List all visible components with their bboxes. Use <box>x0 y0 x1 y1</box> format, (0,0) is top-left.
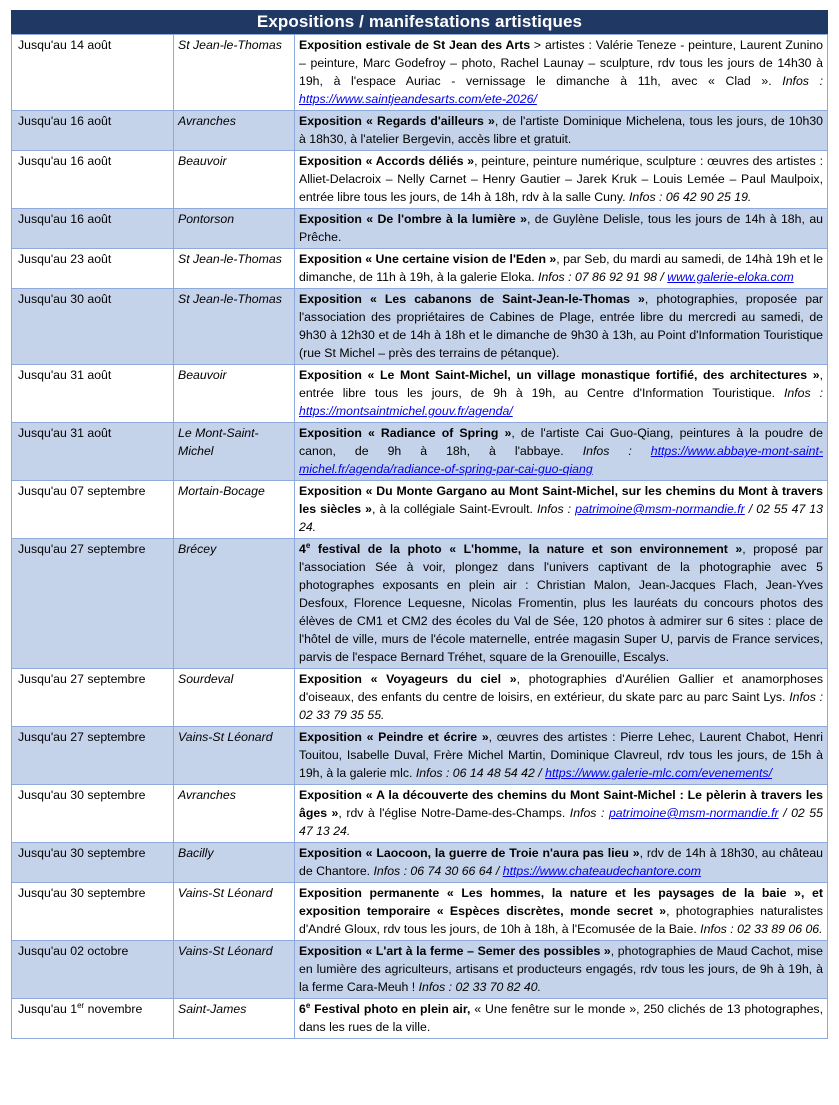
event-lead: Exposition « Regards d'ailleurs » <box>299 114 495 128</box>
event-link[interactable]: https://www.galerie-mlc.com/evenements/ <box>545 766 773 780</box>
event-text: , de l'artiste Dominique Michelena, tous les jours, de 10h30 à 18h30, à l'atelier Bergevin, accès libre et gratuit. <box>299 114 824 146</box>
event-info: Infos : <box>537 502 576 516</box>
event-text: , photographies de Maud Cachot, mise en lumière des agriculteurs, artisans et producteurs engagés, rdv tous les jours, de 9h à 19h, à la ferme Cara-Meuh ! <box>299 944 823 994</box>
event-place: Beauvoir <box>174 151 295 209</box>
event-date: Jusqu'au 30 août <box>12 289 174 365</box>
event-description <box>295 941 828 999</box>
event-place: St Jean-le-Thomas <box>174 35 295 111</box>
event-description <box>295 539 828 669</box>
table-row <box>12 151 828 209</box>
event-link[interactable]: www.galerie-eloka.com <box>667 270 794 284</box>
event-date: Jusqu'au 30 septembre <box>12 843 174 883</box>
events-table <box>11 34 828 1039</box>
table-row <box>12 539 828 669</box>
event-info: Infos : 07 86 92 91 98 / <box>538 270 668 284</box>
event-date: Jusqu'au 16 août <box>12 151 174 209</box>
table-row <box>12 423 828 481</box>
event-lead: Exposition « A la découverte des chemins du Mont Saint-Michel : Le pèlerin à travers les âges » <box>299 788 823 820</box>
event-info: Infos : 06 74 30 66 64 / <box>373 864 503 878</box>
event-lead: Exposition « Du Monte Gargano au Mont Saint-Michel, sur les chemins du Mont à travers les siècles » <box>299 484 823 516</box>
table-row <box>12 785 828 843</box>
event-place: Vains-St Léonard <box>174 941 295 999</box>
event-description <box>295 151 828 209</box>
event-lead: Exposition « Laocoon, la guerre de Troie n'aura pas lieu » <box>299 846 640 860</box>
event-lead: Exposition « Accords déliés » <box>299 154 475 168</box>
event-lead: Exposition « Le Mont Saint-Michel, un village monastique fortifié, des architectures » <box>299 368 820 382</box>
event-link[interactable]: patrimoine@msm-normandie.fr <box>575 502 745 516</box>
event-link[interactable]: https://www.chateaudechantore.com <box>502 864 701 878</box>
event-text: , entrée libre tous les jours, de 9h à 19h, au Centre d'Information Touristique. <box>299 368 823 400</box>
table-row <box>12 35 828 111</box>
event-lead: Exposition « Une certaine vision de l'Eden » <box>299 252 557 266</box>
event-info: Infos : 06 42 90 25 19. <box>628 190 752 204</box>
event-place: St Jean-le-Thomas <box>174 289 295 365</box>
event-info: Infos : 02 33 79 35 55. <box>299 690 823 722</box>
event-text: , de Guylène Delisle, tous les jours de 14h à 18h, au Prêche. <box>299 212 823 244</box>
event-description <box>295 843 828 883</box>
table-row <box>12 249 828 289</box>
event-info: Infos : <box>569 806 609 820</box>
event-description <box>295 999 828 1039</box>
event-text: , photographies d'Aurélien Gallier et anamorphoses d'oiseaux, des enfants du centre de loisirs, en extérieur, du skate parc au parc Saint Lys. <box>299 672 823 704</box>
event-info: Infos : 02 33 89 06 06. <box>700 922 823 936</box>
event-description <box>295 669 828 727</box>
event-info-tail: / 02 55 47 13 24. <box>299 502 823 534</box>
event-lead: Exposition « Les cabanons de Saint-Jean-le-Thomas » <box>299 292 645 306</box>
event-info: Infos : <box>782 74 823 88</box>
event-lead: Exposition permanente « Les hommes, la nature et les paysages de la baie », et exposition temporaire « Espèces discrètes, monde secret » <box>299 886 823 918</box>
event-date: Jusqu'au 16 août <box>12 209 174 249</box>
event-date: Jusqu'au 1er novembre <box>12 999 174 1039</box>
event-link[interactable]: https://www.abbaye-mont-saint-michel.fr/agenda/radiance-of-spring-par-cai-guo-qiang <box>299 444 823 476</box>
event-description <box>295 111 828 151</box>
event-date: Jusqu'au 14 août <box>12 35 174 111</box>
event-description <box>295 365 828 423</box>
event-info: Infos : <box>784 386 823 400</box>
event-lead: Exposition « Voyageurs du ciel » <box>299 672 517 686</box>
event-place: St Jean-le-Thomas <box>174 249 295 289</box>
event-info: Infos : 06 14 48 54 42 / <box>415 766 546 780</box>
table-row <box>12 365 828 423</box>
event-text: , proposé par l'association Sée à voir, plongez dans l'univers captivant de la photographie avec 5 photographes exposants en plein air : Christian Malon, Jean-Jacques Flach, Jean-Yves Desfoux, Florence Lequesne, Nicolas Fromentin, plus les lauréats du concours photos des élèves de CM1 et CM2 des écoles du Val de Sée, 120 photos à admirer sur 6 sites : place de l'hôtel de ville, murs de l'école maternelle, entrée magasin Super U, parvis de France services, parvis de l'espace Bernard Tréhet, square de la Grenouille, Escalys. <box>299 542 823 664</box>
event-place: Le Mont-Saint-Michel <box>174 423 295 481</box>
event-description <box>295 249 828 289</box>
table-row <box>12 481 828 539</box>
event-lead: Exposition « L'art à la ferme – Semer des possibles » <box>299 944 611 958</box>
event-text: , de l'artiste Cai Guo-Qiang, peintures à la poudre de canon, de 9h à 18h, à l'abbaye. <box>299 426 823 458</box>
event-lead: Exposition « Peindre et écrire » <box>299 730 489 744</box>
event-date: Jusqu'au 16 août <box>12 111 174 151</box>
event-text: , par Seb, du mardi au samedi, de 14hà 19h et le dimanche, de 11h à 19h, à la galerie Eloka. <box>299 252 823 284</box>
event-date: Jusqu'au 27 septembre <box>12 727 174 785</box>
event-place: Pontorson <box>174 209 295 249</box>
event-place: Brécey <box>174 539 295 669</box>
event-description <box>295 481 828 539</box>
event-text: , rdv de 14h à 18h30, au château de Chantore. <box>299 846 823 878</box>
event-text: > artistes : Valérie Teneze - peinture, Laurent Zunino – peinture, Marc Godefroy – photo, Rachel Launay – sculpture, rdv tous les jours de 14h30 à 19h, à l'espace Auriac - vernissage le dimanche à 11h, avec « Clad ». <box>299 38 823 88</box>
event-place: Bacilly <box>174 843 295 883</box>
table-row <box>12 999 828 1039</box>
event-text: , peinture, peinture numérique, sculpture : œuvres des artistes : Alliet-Delacroix – Nelly Carnet – Henry Gautier – Jarek Kruk – Louis Lemée – Paul Maulpoix, entrée libre tous les jours, de 14h à 18h, rdv à la salle Cuny. <box>299 154 823 204</box>
event-place: Avranches <box>174 111 295 151</box>
event-text: , photographies naturalistes d'André Gloux, rdv tous les jours, de 10h à 18h, à l'Ecomusée de la Baie. <box>299 904 824 936</box>
event-link[interactable]: https://www.saintjeandesarts.com/ete-2026/ <box>299 92 537 106</box>
table-row <box>12 111 828 151</box>
event-text: , photographies, proposée par l'association des propriétaires de Cabines de Plage, entrée libre du mercredi au samedi, de 9h30 à 12h30 et de 14h à 18h et le dimanche de 9h30 à 13h, au Point d'Information Touristique (rue St Michel – près des terrains de pétanque). <box>299 292 824 360</box>
table-row <box>12 883 828 941</box>
event-place: Sourdeval <box>174 669 295 727</box>
event-description <box>295 289 828 365</box>
event-place: Beauvoir <box>174 365 295 423</box>
event-date: Jusqu'au 27 septembre <box>12 539 174 669</box>
event-link[interactable]: https://montsaintmichel.gouv.fr/agenda/ <box>299 404 513 418</box>
event-place: Mortain-Bocage <box>174 481 295 539</box>
event-place: Vains-St Léonard <box>174 883 295 941</box>
event-lead: Exposition « Radiance of Spring » <box>299 426 512 440</box>
event-place: Vains-St Léonard <box>174 727 295 785</box>
section-title: Expositions / manifestations artistiques <box>11 10 828 34</box>
event-description <box>295 785 828 843</box>
event-link[interactable]: patrimoine@msm-normandie.fr <box>608 806 779 820</box>
event-info: Infos : 02 33 70 82 40. <box>418 980 541 994</box>
event-place: Avranches <box>174 785 295 843</box>
table-row <box>12 843 828 883</box>
event-description <box>295 209 828 249</box>
event-lead: 6e Festival photo en plein air, <box>299 1000 471 1016</box>
event-date: Jusqu'au 23 août <box>12 249 174 289</box>
event-description <box>295 35 828 111</box>
table-row <box>12 289 828 365</box>
events-document <box>11 10 828 1039</box>
event-text: , à la collégiale Saint-Evroult. <box>372 502 537 516</box>
table-row <box>12 727 828 785</box>
event-date: Jusqu'au 31 août <box>12 365 174 423</box>
event-description <box>295 727 828 785</box>
event-place: Saint-James <box>174 999 295 1039</box>
event-lead: Exposition « De l'ombre à la lumière » <box>299 212 527 226</box>
event-date: Jusqu'au 27 septembre <box>12 669 174 727</box>
event-lead: 4e festival de la photo « L'homme, la nature et son environnement » <box>299 540 743 556</box>
event-date: Jusqu'au 30 septembre <box>12 883 174 941</box>
event-text: , œuvres des artistes : Pierre Lehec, Laurent Chabot, Henri Touitou, Isabelle Duval, Frère Michel Martin, Dominique Clavreul, rdv tous les jours, de 15h à 19h, à la galerie mlc. <box>299 730 823 780</box>
table-row <box>12 669 828 727</box>
table-row <box>12 209 828 249</box>
event-date: Jusqu'au 02 octobre <box>12 941 174 999</box>
event-info-tail: / 02 55 47 13 24. <box>299 806 823 838</box>
event-text: , rdv à l'église Notre-Dame-des-Champs. <box>338 806 570 820</box>
event-text: « Une fenêtre sur le monde », 250 clichés de 13 photographes, dans les rues de la ville. <box>299 1002 823 1034</box>
event-date: Jusqu'au 31 août <box>12 423 174 481</box>
event-date: Jusqu'au 30 septembre <box>12 785 174 843</box>
event-description <box>295 883 828 941</box>
event-date: Jusqu'au 07 septembre <box>12 481 174 539</box>
event-info: Infos : <box>582 444 651 458</box>
table-row <box>12 941 828 999</box>
event-lead: Exposition estivale de St Jean des Arts <box>299 38 531 52</box>
event-description <box>295 423 828 481</box>
